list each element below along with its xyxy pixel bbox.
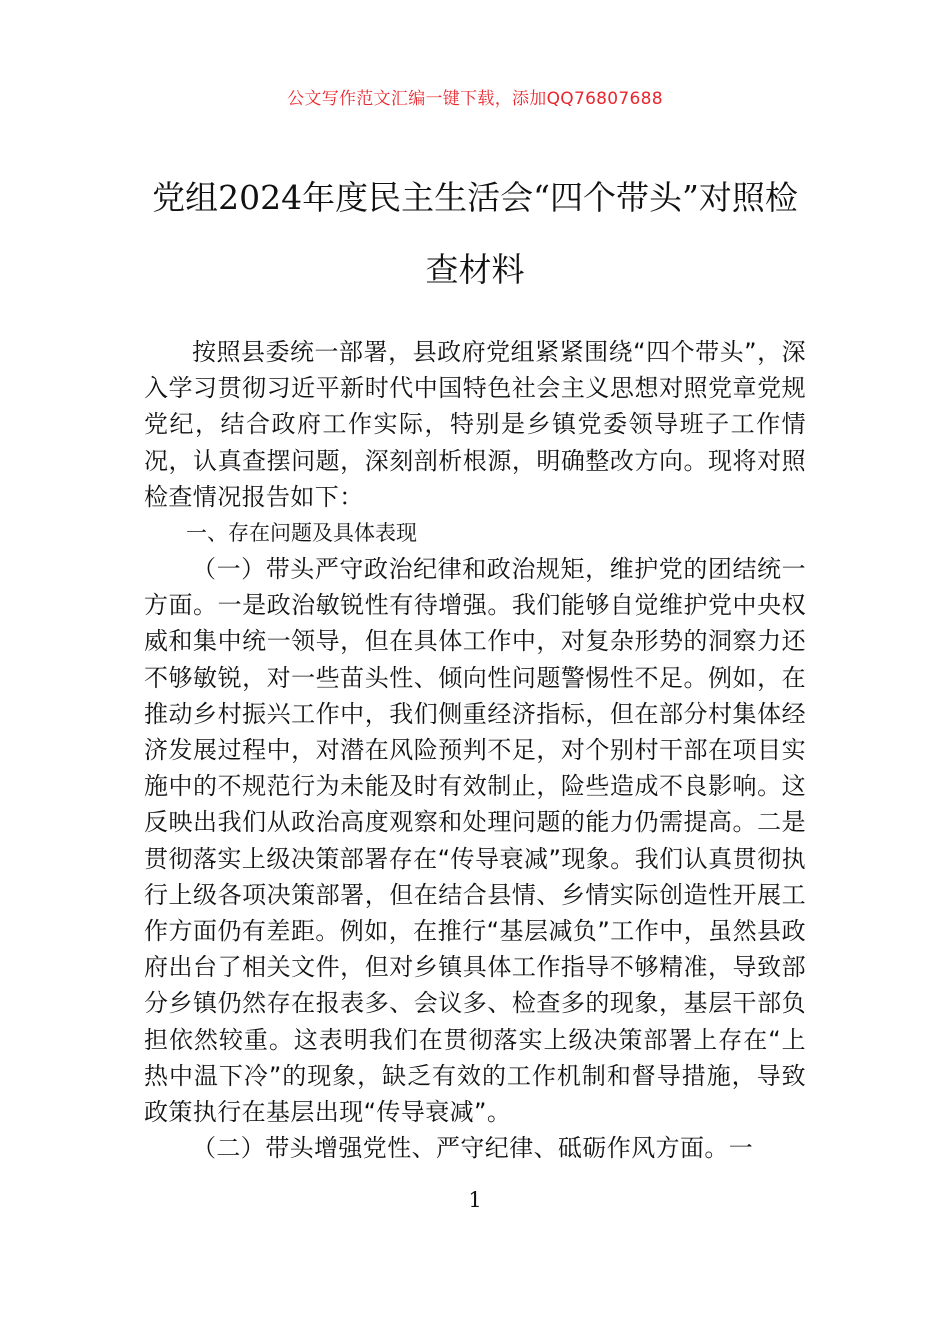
intro-paragraph: 按照县委统一部署，县政府党组紧紧围绕“四个带头”，深入学习贯彻习近平新时代中国特色社会主义思想对照党章党规党纪，结合政府工作实际，特别是乡镇党委领导班子工作情况，认真查摆问题，深刻剖析根源，明确整改方向。现将对照检查情况报告如下： bbox=[144, 338, 806, 511]
page-number: 1 bbox=[468, 1188, 482, 1212]
item-1-paragraph: （一）带头严守政治纪律和政治规矩，维护党的团结统一方面。一是政治敏锐性有待增强。我们能够自觉维护党中央权威和集中统一领导，但在具体工作中，对复杂形势的洞察力还不够敏锐，对一些苗头性、倾向性问题警惕性不足。例如，在推动乡村振兴工作中，我们侧重经济指标，但在部分村集体经济发展过程中，对潜在风险预判不足，对个别村干部在项目实施中的不规范行为未能及时有效制止，险些造成不良影响。这反映出我们从政治高度观察和处理问题的能力仍需提高。二是贯彻落实上级决策部署存在“传导衰减”现象。我们认真贯彻执行上级各项决策部署，但在结合县情、乡情实际创造性开展工作方面仍有差距。例如，在推行“基层减负”工作中，虽然县政府出台了相关文件，但对乡镇具体工作指导不够精准，导致部分乡镇仍然存在报表多、会议多、检查多的现象，基层干部负担依然较重。这表明我们在贯彻落实上级决策部署上存在“上热中温下冷”的现象，缺乏有效的工作机制和督导措施，导致政策执行在基层出现“传导衰减”。 bbox=[144, 555, 806, 1127]
document-body bbox=[144, 334, 806, 1166]
item-2-paragraph: （二）带头增强党性、严守纪律、砥砺作风方面。一 bbox=[192, 1134, 754, 1163]
section-heading: 一、存在问题及具体表现 bbox=[186, 521, 417, 546]
watermark-banner: 公文写作范文汇编一键下载，添加QQ76807688 bbox=[287, 89, 663, 109]
document-title: 党组2024年度民主生活会“四个带头”对照检查材料 bbox=[152, 178, 798, 289]
